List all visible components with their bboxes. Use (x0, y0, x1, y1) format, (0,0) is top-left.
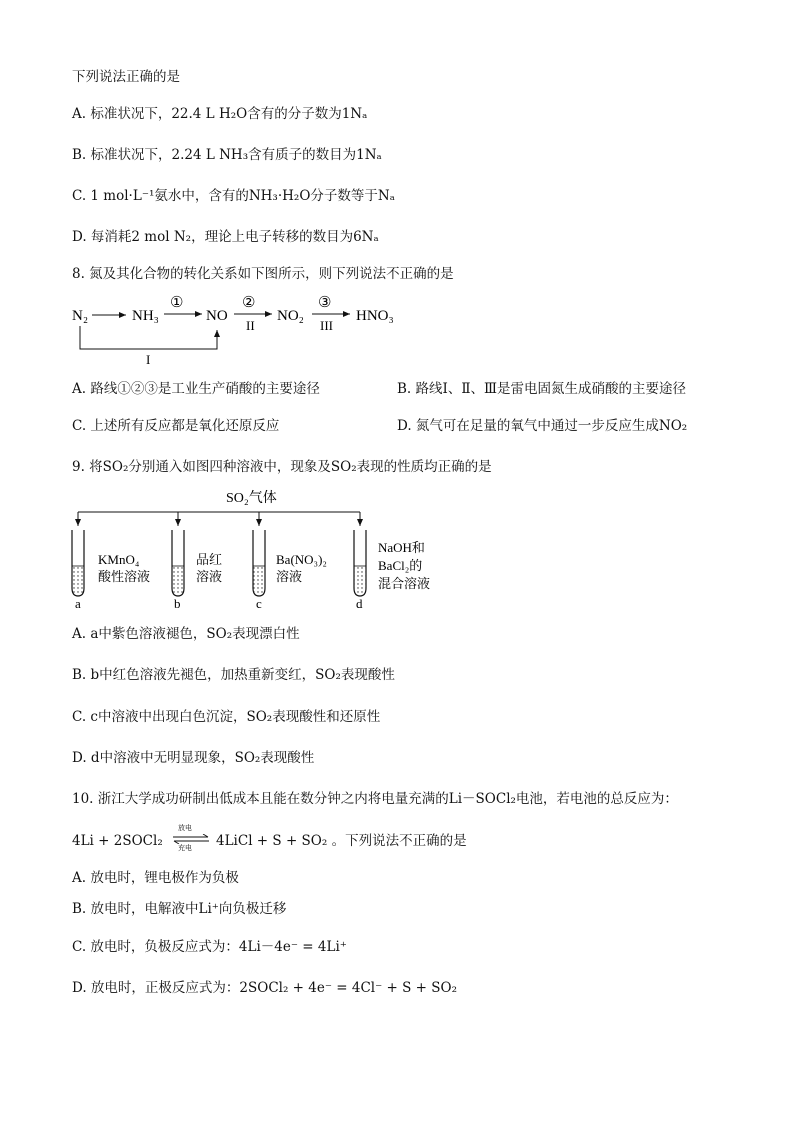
route-1-label: I (146, 352, 151, 367)
q8-option-c: C. 上述所有反应都是氧化还原反应 (72, 418, 280, 434)
q10-option-a: A. 放电时，锂电极作为负极 (72, 870, 239, 886)
q8-option-d: D. 氮气可在足量的氧气中通过一步反应生成NO₂ (397, 418, 688, 434)
q10-option-b: B. 放电时，电解液中Li⁺向负极迁移 (72, 901, 287, 917)
tube-c-letter: c (256, 596, 262, 611)
q7-option-c: C. 1 mol·L⁻¹氨水中，含有的NH₃·H₂O分子数等于Nₐ (72, 188, 395, 204)
q7-option-d: D. 每消耗2 mol N₂，理论上电子转移的数目为6Nₐ (72, 229, 379, 245)
hno3-label: HNO₃ (356, 308, 394, 324)
tube-b-reagent-2: 溶液 (196, 569, 223, 584)
route-1-line (80, 326, 217, 349)
q9-test-tube-diagram (60, 486, 460, 614)
tube-c-reagent-1: Ba(NO₃)₂ (276, 552, 327, 567)
tube-d-reagent-3: 混合溶液 (378, 576, 431, 591)
route-3-label: III (320, 318, 333, 333)
tube-a-reagent-2: 酸性溶液 (98, 569, 151, 584)
q10-stem: 10. 浙江大学成功研制出低成本且能在数分钟之内将电量充满的Li－SOCl₂电池，若电池的总反应为： (72, 791, 678, 807)
tube-a-letter: a (75, 596, 81, 611)
equation-condition-top: 放电 (178, 824, 192, 832)
tube-c-reagent-2: 溶液 (276, 569, 303, 584)
equation-left: 4Li + 2SOCl₂ (72, 833, 163, 849)
q8-option-b: B. 路线Ⅰ、Ⅱ、Ⅲ是雷电固氮生成硝酸的主要途径 (397, 381, 687, 397)
test-tube-a (72, 530, 84, 596)
q10-option-c: C. 放电时，负极反应式为：4Li－4e⁻ = 4Li⁺ (72, 939, 347, 955)
circle-3-label: ③ (318, 295, 332, 311)
q10-option-d: D. 放电时，正极反应式为：2SOCl₂ + 4e⁻ = 4Cl⁻ + S + SO₂ (72, 980, 458, 996)
q8-option-a: A. 路线①②③是工业生产硝酸的主要途径 (72, 381, 320, 397)
no2-label: NO₂ (277, 308, 304, 324)
q9-stem: 9. 将SO₂分别通入如图四种溶液中，现象及SO₂表现的性质均正确的是 (72, 459, 492, 475)
q9-option-c: C. c中溶液中出现白色沉淀，SO₂表现酸性和还原性 (72, 709, 381, 725)
tube-a-reagent-1: KMnO₄ (98, 552, 140, 567)
test-tube-b (172, 530, 184, 596)
q8-stem: 8. 氮及其化合物的转化关系如下图所示，则下列说法不正确的是 (72, 266, 454, 282)
q7-option-a: A. 标准状况下，22.4 L H₂O含有的分子数为1Nₐ (72, 106, 368, 122)
n2-label: N₂ (72, 308, 89, 324)
no-label: NO (206, 308, 228, 324)
route-2-label: II (246, 318, 255, 333)
q9-option-b: B. b中红色溶液先褪色，加热重新变红，SO₂表现酸性 (72, 667, 395, 683)
q7-option-b: B. 标准状况下，2.24 L NH₃含有质子的数目为1Nₐ (72, 147, 382, 163)
nh3-label: NH₃ (132, 308, 159, 324)
tube-d-letter: d (356, 596, 363, 611)
reversible-arrow-icon (172, 834, 210, 844)
q8-nitrogen-diagram (60, 290, 420, 370)
tube-d-reagent-1: NaOH和 (378, 540, 425, 555)
circle-2-label: ② (242, 295, 256, 311)
equation-condition-bottom: 充电 (178, 844, 192, 852)
test-tube-d (354, 530, 366, 596)
q9-option-a: A. a中紫色溶液褪色，SO₂表现漂白性 (72, 626, 300, 642)
q9-option-d: D. d中溶液中无明显现象，SO₂表现酸性 (72, 750, 315, 766)
equation-right: 4LiCl + S + SO₂ 。下列说法不正确的是 (216, 833, 467, 849)
so2-gas-label: SO₂气体 (226, 491, 277, 506)
question-intro: 下列说法正确的是 (72, 69, 180, 85)
circle-1-label: ① (170, 295, 184, 311)
test-tube-c (253, 530, 265, 596)
tube-b-letter: b (174, 596, 181, 611)
tube-d-reagent-2: BaCl₂的 (378, 558, 423, 573)
tube-b-reagent-1: 品红 (196, 552, 223, 567)
